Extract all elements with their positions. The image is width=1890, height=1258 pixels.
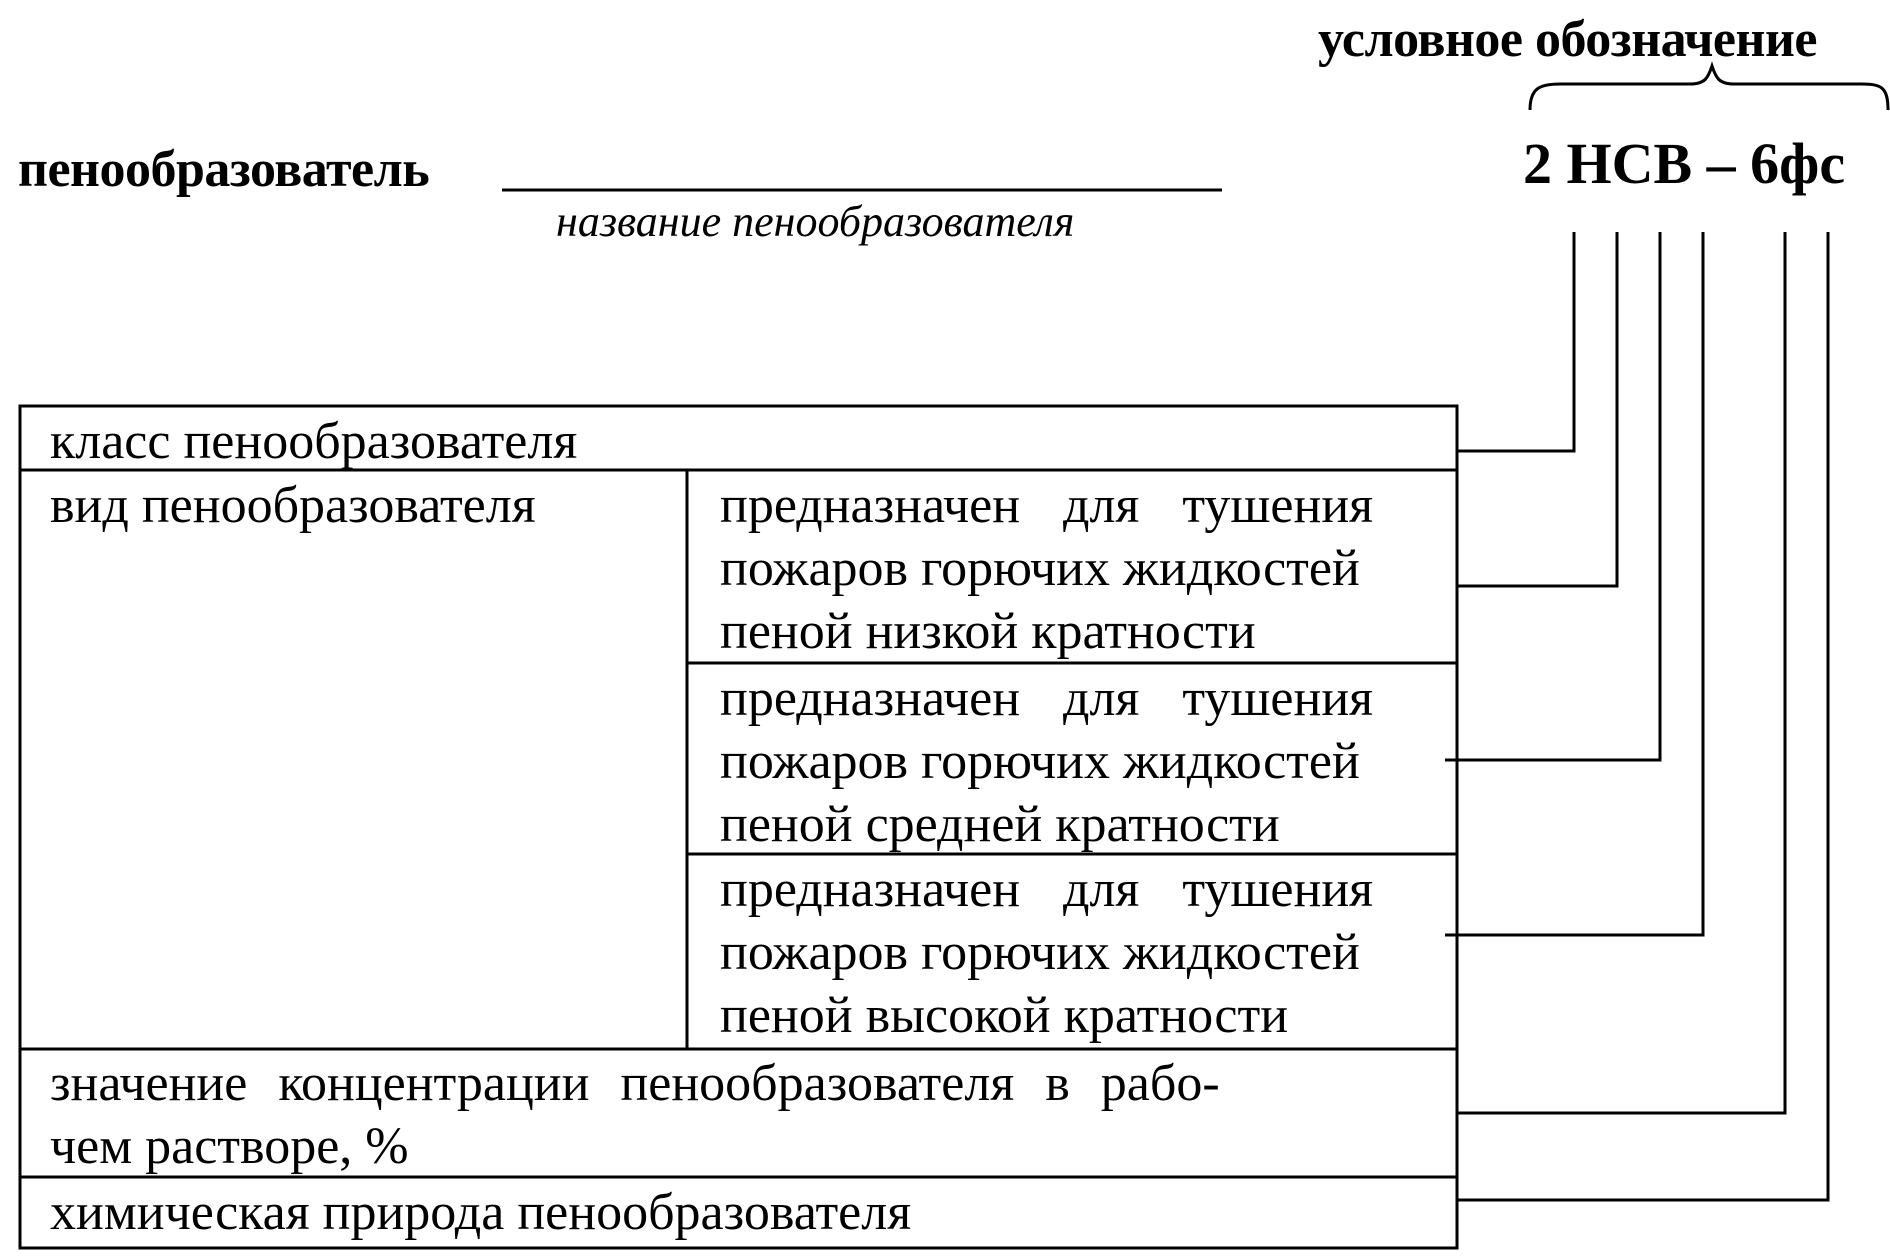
designation-brace — [1530, 66, 1888, 110]
connector-low — [1457, 232, 1617, 586]
class-row-label: класс пенообразователя — [50, 413, 578, 470]
type-option-medium-line3: пеной средней кратности — [720, 796, 1280, 853]
type-option-high — [720, 858, 1373, 1047]
concentration-line1: значение концентрации пенообразователя в рабо- — [50, 1055, 1220, 1112]
type-option-medium — [720, 667, 1373, 856]
concentration-line2: чем растворе, % — [50, 1118, 409, 1175]
connector-chemical — [1457, 232, 1828, 1200]
connector-medium — [1445, 232, 1660, 760]
designation-code: 2 НСВ – 6фс — [1523, 131, 1846, 196]
type-option-high-line3: пеной высокой кратности — [720, 987, 1289, 1044]
connector-class — [1457, 232, 1574, 451]
type-option-medium-line2: пожаров горючих жидкостей — [720, 733, 1360, 790]
designation-title: условное обозначение — [1318, 11, 1817, 68]
type-label: вид пенообразователя — [50, 477, 536, 534]
concentration-row — [50, 1052, 1220, 1178]
type-option-low-line3: пеной низкой кратности — [720, 603, 1256, 660]
chemical-row-label: химическая природа пенообразователя — [50, 1184, 912, 1241]
type-option-low — [720, 474, 1373, 663]
connector-concentration — [1457, 232, 1785, 1113]
type-option-high-line1: предназначен для тушения — [720, 861, 1374, 918]
type-option-low-line1: предназначен для тушения — [720, 477, 1374, 534]
foam-name-caption: название пенообразователя — [556, 197, 1075, 246]
type-option-high-line2: пожаров горючих жидкостей — [720, 924, 1360, 981]
type-option-medium-line1: предназначен для тушения — [720, 670, 1374, 727]
foam-label: пенообразователь — [18, 141, 430, 198]
type-option-low-line2: пожаров горючих жидкостей — [720, 540, 1360, 597]
